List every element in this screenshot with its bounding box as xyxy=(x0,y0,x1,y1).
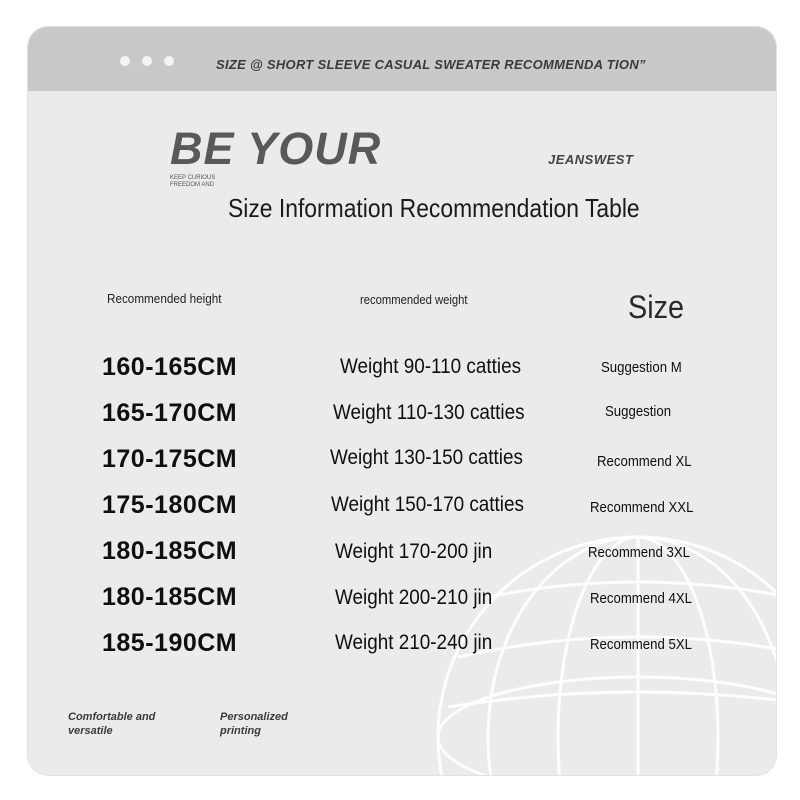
size-cell: Suggestion M xyxy=(601,359,682,376)
table-row xyxy=(28,583,776,623)
height-cell: 165-170CM xyxy=(102,399,238,427)
footer-feature-right: Personalized printing xyxy=(220,711,288,737)
weight-cell: Weight 210-240 jin xyxy=(335,631,493,654)
height-cell: 160-165CM xyxy=(102,353,238,381)
weight-cell: Weight 90-110 catties xyxy=(340,355,522,378)
column-header-size: Size xyxy=(628,289,685,325)
table-row xyxy=(28,537,776,577)
size-cell: Recommend 3XL xyxy=(588,544,690,561)
window-dot-icon[interactable] xyxy=(142,56,152,66)
footer-feature-left: Comfortable and versatile xyxy=(68,711,156,737)
size-cell: Recommend 4XL xyxy=(590,590,692,607)
window-dot-icon[interactable] xyxy=(120,56,130,66)
table-row xyxy=(28,353,776,393)
main-card xyxy=(28,27,776,775)
size-cell: Recommend 5XL xyxy=(590,636,692,653)
brand-name: JEANSWEST xyxy=(548,152,634,167)
table-row xyxy=(28,445,776,485)
window-title-bar xyxy=(28,27,776,91)
weight-cell: Weight 150-170 catties xyxy=(331,493,524,516)
height-cell: 170-175CM xyxy=(102,445,238,473)
height-cell: 180-185CM xyxy=(102,583,238,611)
table-row xyxy=(28,629,776,669)
column-header-weight: recommended weight xyxy=(360,293,468,307)
size-cell: Recommend XXL xyxy=(590,499,694,516)
weight-cell: Weight 110-130 catties xyxy=(333,401,525,424)
table-row xyxy=(28,491,776,531)
window-dot-icon[interactable] xyxy=(164,56,174,66)
weight-cell: Weight 170-200 jin xyxy=(335,540,493,563)
slogan-small-text: KEEP CURIOUS FREEDOM AND xyxy=(170,175,216,188)
weight-cell: Weight 200-210 jin xyxy=(335,586,493,609)
table-title: Size Information Recommendation Table xyxy=(228,193,640,223)
table-row xyxy=(28,399,776,439)
height-cell: 185-190CM xyxy=(102,629,238,657)
column-header-height: Recommended height xyxy=(107,291,222,306)
window-title: SIZE @ SHORT SLEEVE CASUAL SWEATER RECOMMENDA TION” xyxy=(216,57,646,72)
size-cell: Suggestion xyxy=(605,403,672,420)
size-cell: Recommend XL xyxy=(597,453,692,470)
height-cell: 180-185CM xyxy=(102,537,238,565)
slogan-heading: BE YOUR xyxy=(170,123,382,174)
height-cell: 175-180CM xyxy=(102,491,238,519)
weight-cell: Weight 130-150 catties xyxy=(330,446,523,469)
